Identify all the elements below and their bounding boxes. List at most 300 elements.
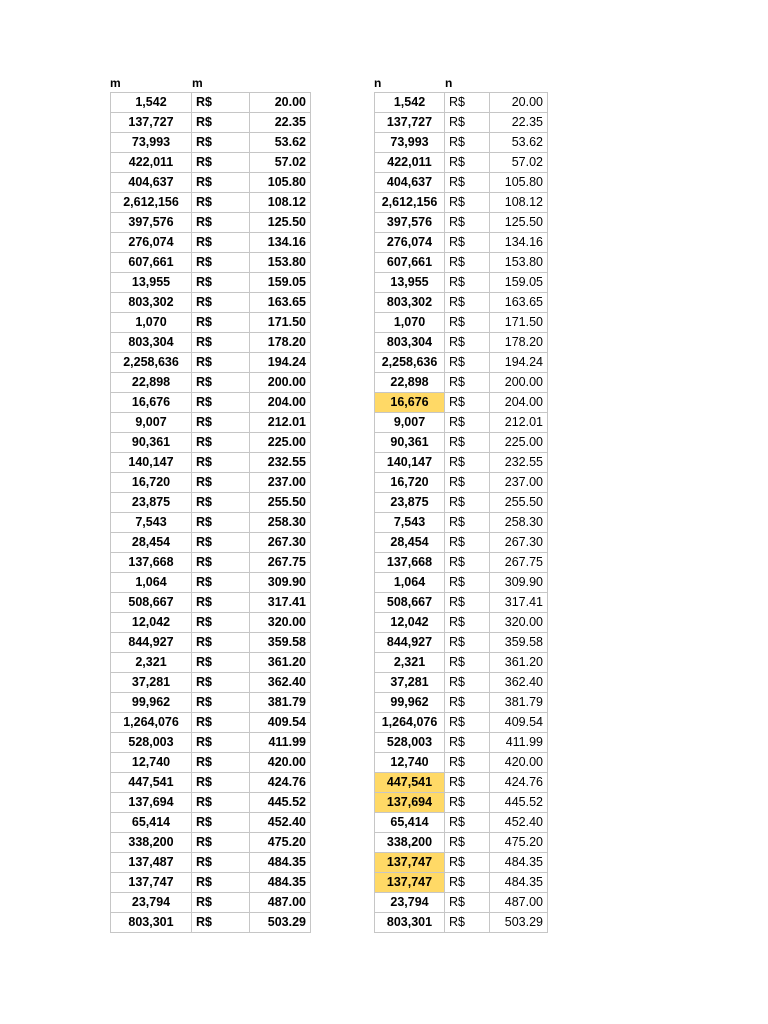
id-cell[interactable]: 23,875 [375, 493, 445, 513]
id-cell[interactable]: 2,612,156 [111, 193, 192, 213]
amount-cell[interactable]: 20.00 [250, 93, 311, 113]
currency-cell[interactable]: R$ [445, 773, 490, 793]
amount-cell[interactable]: 125.50 [490, 213, 548, 233]
currency-cell[interactable]: R$ [192, 633, 250, 653]
amount-cell[interactable]: 53.62 [250, 133, 311, 153]
table-row [111, 293, 311, 313]
currency-cell[interactable]: R$ [192, 233, 250, 253]
currency-cell[interactable]: R$ [445, 273, 490, 293]
header-id: n [374, 76, 382, 90]
id-cell[interactable]: 397,576 [375, 213, 445, 233]
currency-cell[interactable]: R$ [192, 393, 250, 413]
column-headers [374, 74, 548, 92]
table-row [111, 593, 311, 613]
table-row [111, 433, 311, 453]
id-cell[interactable]: 99,962 [375, 693, 445, 713]
id-cell[interactable]: 1,542 [375, 93, 445, 113]
amount-cell[interactable]: 134.16 [490, 233, 548, 253]
table-row [111, 153, 311, 173]
amount-cell[interactable]: 424.76 [250, 773, 311, 793]
currency-cell[interactable]: R$ [192, 613, 250, 633]
amount-cell[interactable]: 237.00 [250, 473, 311, 493]
table-row [111, 113, 311, 133]
currency-cell[interactable]: R$ [445, 413, 490, 433]
id-cell[interactable]: 137,668 [111, 553, 192, 573]
currency-cell[interactable]: R$ [192, 313, 250, 333]
id-cell[interactable]: 65,414 [375, 813, 445, 833]
id-cell[interactable]: 137,694 [375, 793, 445, 813]
id-cell[interactable]: 140,147 [375, 453, 445, 473]
currency-cell[interactable]: R$ [192, 493, 250, 513]
id-cell[interactable]: 140,147 [111, 453, 192, 473]
id-cell[interactable]: 137,487 [111, 853, 192, 873]
currency-cell[interactable]: R$ [192, 813, 250, 833]
currency-cell[interactable]: R$ [445, 753, 490, 773]
table-row [111, 473, 311, 493]
table-row [111, 213, 311, 233]
currency-cell[interactable]: R$ [445, 193, 490, 213]
amount-cell[interactable]: 237.00 [490, 473, 548, 493]
currency-cell[interactable]: R$ [192, 153, 250, 173]
table-row [111, 833, 311, 853]
id-cell[interactable]: 90,361 [111, 433, 192, 453]
column-headers [110, 74, 311, 92]
currency-cell[interactable]: R$ [445, 333, 490, 353]
table-row [111, 373, 311, 393]
table-m [110, 92, 311, 933]
currency-cell[interactable]: R$ [192, 913, 250, 933]
currency-cell[interactable]: R$ [192, 353, 250, 373]
id-cell[interactable]: 422,011 [375, 153, 445, 173]
currency-cell[interactable]: R$ [445, 293, 490, 313]
id-cell[interactable]: 137,694 [111, 793, 192, 813]
currency-cell[interactable]: R$ [445, 373, 490, 393]
amount-cell[interactable]: 317.41 [490, 593, 548, 613]
amount-cell[interactable]: 452.40 [250, 813, 311, 833]
amount-cell[interactable]: 424.76 [490, 773, 548, 793]
currency-cell[interactable]: R$ [192, 793, 250, 813]
id-cell[interactable]: 1,070 [111, 313, 192, 333]
id-cell[interactable]: 137,747 [375, 873, 445, 893]
id-cell[interactable]: 2,258,636 [111, 353, 192, 373]
id-cell[interactable]: 16,720 [375, 473, 445, 493]
id-cell[interactable]: 1,064 [111, 573, 192, 593]
currency-cell[interactable]: R$ [192, 533, 250, 553]
id-cell[interactable]: 137,747 [111, 873, 192, 893]
amount-cell[interactable]: 484.35 [250, 853, 311, 873]
currency-cell[interactable]: R$ [192, 213, 250, 233]
id-cell[interactable]: 65,414 [111, 813, 192, 833]
currency-cell[interactable]: R$ [192, 553, 250, 573]
amount-cell[interactable]: 452.40 [490, 813, 548, 833]
currency-cell[interactable]: R$ [445, 793, 490, 813]
amount-cell[interactable]: 320.00 [250, 613, 311, 633]
currency-cell[interactable]: R$ [445, 593, 490, 613]
id-cell[interactable]: 803,304 [375, 333, 445, 353]
currency-cell[interactable]: R$ [445, 813, 490, 833]
amount-cell[interactable]: 409.54 [250, 713, 311, 733]
currency-cell[interactable]: R$ [192, 653, 250, 673]
id-cell[interactable]: 276,074 [111, 233, 192, 253]
amount-cell[interactable]: 309.90 [250, 573, 311, 593]
amount-cell[interactable]: 503.29 [250, 913, 311, 933]
id-cell[interactable]: 16,676 [111, 393, 192, 413]
amount-cell[interactable]: 411.99 [250, 733, 311, 753]
table-row [375, 613, 548, 633]
currency-cell[interactable]: R$ [445, 653, 490, 673]
table-row [111, 713, 311, 733]
amount-cell[interactable]: 200.00 [490, 373, 548, 393]
currency-cell[interactable]: R$ [192, 773, 250, 793]
id-cell[interactable]: 276,074 [375, 233, 445, 253]
currency-cell[interactable]: R$ [192, 133, 250, 153]
amount-cell[interactable]: 57.02 [250, 153, 311, 173]
currency-cell[interactable]: R$ [445, 893, 490, 913]
id-cell[interactable]: 528,003 [375, 733, 445, 753]
currency-cell[interactable]: R$ [192, 293, 250, 313]
table-row [375, 793, 548, 813]
table-row [375, 573, 548, 593]
currency-cell[interactable]: R$ [192, 713, 250, 733]
currency-cell[interactable]: R$ [445, 433, 490, 453]
currency-cell[interactable]: R$ [445, 553, 490, 573]
id-cell[interactable]: 12,740 [375, 753, 445, 773]
amount-cell[interactable]: 258.30 [490, 513, 548, 533]
table-row [111, 233, 311, 253]
id-cell[interactable]: 422,011 [111, 153, 192, 173]
amount-cell[interactable]: 267.30 [490, 533, 548, 553]
currency-cell[interactable]: R$ [445, 913, 490, 933]
currency-cell[interactable]: R$ [445, 473, 490, 493]
amount-cell[interactable]: 487.00 [250, 893, 311, 913]
amount-cell[interactable]: 267.30 [250, 533, 311, 553]
amount-cell[interactable]: 163.65 [250, 293, 311, 313]
currency-cell[interactable]: R$ [445, 253, 490, 273]
id-cell[interactable]: 23,794 [111, 893, 192, 913]
id-cell[interactable]: 22,898 [111, 373, 192, 393]
amount-cell[interactable]: 445.52 [490, 793, 548, 813]
amount-cell[interactable]: 108.12 [250, 193, 311, 213]
amount-cell[interactable]: 105.80 [250, 173, 311, 193]
amount-cell[interactable]: 159.05 [490, 273, 548, 293]
amount-cell[interactable]: 232.55 [250, 453, 311, 473]
currency-cell[interactable]: R$ [192, 753, 250, 773]
table-row [375, 93, 548, 113]
table-row [375, 173, 548, 193]
table-row [375, 113, 548, 133]
table-row [111, 173, 311, 193]
id-cell[interactable]: 404,637 [375, 173, 445, 193]
currency-cell[interactable]: R$ [445, 213, 490, 233]
currency-cell[interactable]: R$ [445, 173, 490, 193]
amount-cell[interactable]: 171.50 [250, 313, 311, 333]
amount-cell[interactable]: 163.65 [490, 293, 548, 313]
table-row [375, 193, 548, 213]
id-cell[interactable]: 90,361 [375, 433, 445, 453]
currency-cell[interactable]: R$ [445, 313, 490, 333]
currency-cell[interactable]: R$ [445, 673, 490, 693]
amount-cell[interactable]: 320.00 [490, 613, 548, 633]
currency-cell[interactable]: R$ [192, 433, 250, 453]
currency-cell[interactable]: R$ [445, 393, 490, 413]
currency-cell[interactable]: R$ [445, 493, 490, 513]
id-cell[interactable]: 99,962 [111, 693, 192, 713]
table-row [111, 253, 311, 273]
amount-cell[interactable]: 204.00 [490, 393, 548, 413]
currency-cell[interactable]: R$ [445, 353, 490, 373]
amount-cell[interactable]: 484.35 [250, 873, 311, 893]
id-cell[interactable]: 2,612,156 [375, 193, 445, 213]
currency-cell[interactable]: R$ [192, 453, 250, 473]
id-cell[interactable]: 803,302 [375, 293, 445, 313]
currency-cell[interactable]: R$ [192, 473, 250, 493]
id-cell[interactable]: 28,454 [375, 533, 445, 553]
table-row [375, 473, 548, 493]
currency-cell[interactable]: R$ [445, 453, 490, 473]
id-cell[interactable]: 23,794 [375, 893, 445, 913]
currency-cell[interactable]: R$ [192, 673, 250, 693]
amount-cell[interactable]: 178.20 [250, 333, 311, 353]
amount-cell[interactable]: 159.05 [250, 273, 311, 293]
table-row [375, 673, 548, 693]
currency-cell[interactable]: R$ [192, 253, 250, 273]
currency-cell[interactable]: R$ [192, 833, 250, 853]
id-cell[interactable]: 607,661 [375, 253, 445, 273]
currency-cell[interactable]: R$ [445, 873, 490, 893]
id-cell[interactable]: 23,875 [111, 493, 192, 513]
id-cell[interactable]: 9,007 [375, 413, 445, 433]
amount-cell[interactable]: 20.00 [490, 93, 548, 113]
id-cell[interactable]: 1,070 [375, 313, 445, 333]
table-row [111, 873, 311, 893]
currency-cell[interactable]: R$ [445, 693, 490, 713]
id-cell[interactable]: 2,321 [111, 653, 192, 673]
amount-cell[interactable]: 411.99 [490, 733, 548, 753]
id-cell[interactable]: 1,264,076 [375, 713, 445, 733]
currency-cell[interactable]: R$ [445, 853, 490, 873]
id-cell[interactable]: 508,667 [375, 593, 445, 613]
amount-cell[interactable]: 134.16 [250, 233, 311, 253]
currency-cell[interactable]: R$ [445, 733, 490, 753]
amount-cell[interactable]: 108.12 [490, 193, 548, 213]
table-row [375, 853, 548, 873]
currency-cell[interactable]: R$ [192, 113, 250, 133]
id-cell[interactable]: 1,264,076 [111, 713, 192, 733]
id-cell[interactable]: 137,727 [111, 113, 192, 133]
amount-cell[interactable]: 409.54 [490, 713, 548, 733]
amount-cell[interactable]: 420.00 [250, 753, 311, 773]
table-row [375, 413, 548, 433]
id-cell[interactable]: 844,927 [111, 633, 192, 653]
amount-cell[interactable]: 225.00 [250, 433, 311, 453]
id-cell[interactable]: 7,543 [375, 513, 445, 533]
table-row [375, 433, 548, 453]
id-cell[interactable]: 137,668 [375, 553, 445, 573]
id-cell[interactable]: 137,747 [375, 853, 445, 873]
id-cell[interactable]: 447,541 [111, 773, 192, 793]
table-row [111, 493, 311, 513]
id-cell[interactable]: 447,541 [375, 773, 445, 793]
amount-cell[interactable]: 267.75 [490, 553, 548, 573]
currency-cell[interactable]: R$ [192, 93, 250, 113]
amount-cell[interactable]: 125.50 [250, 213, 311, 233]
amount-cell[interactable]: 487.00 [490, 893, 548, 913]
id-cell[interactable]: 16,720 [111, 473, 192, 493]
amount-cell[interactable]: 22.35 [250, 113, 311, 133]
currency-cell[interactable]: R$ [192, 573, 250, 593]
id-cell[interactable]: 803,301 [111, 913, 192, 933]
id-cell[interactable]: 16,676 [375, 393, 445, 413]
currency-cell[interactable]: R$ [192, 173, 250, 193]
id-cell[interactable]: 137,727 [375, 113, 445, 133]
currency-cell[interactable]: R$ [445, 133, 490, 153]
id-cell[interactable]: 73,993 [375, 133, 445, 153]
amount-cell[interactable]: 420.00 [490, 753, 548, 773]
currency-cell[interactable]: R$ [445, 713, 490, 733]
table-row [375, 273, 548, 293]
currency-cell[interactable]: R$ [192, 413, 250, 433]
amount-cell[interactable]: 194.24 [490, 353, 548, 373]
table-row [375, 493, 548, 513]
currency-cell[interactable]: R$ [445, 833, 490, 853]
id-cell[interactable]: 13,955 [111, 273, 192, 293]
id-cell[interactable]: 607,661 [111, 253, 192, 273]
amount-cell[interactable]: 105.80 [490, 173, 548, 193]
amount-cell[interactable]: 22.35 [490, 113, 548, 133]
currency-cell[interactable]: R$ [192, 333, 250, 353]
currency-cell[interactable]: R$ [445, 513, 490, 533]
currency-cell[interactable]: R$ [192, 513, 250, 533]
currency-cell[interactable]: R$ [192, 593, 250, 613]
table-row [375, 593, 548, 613]
id-cell[interactable]: 1,064 [375, 573, 445, 593]
id-cell[interactable]: 12,042 [375, 613, 445, 633]
id-cell[interactable]: 803,304 [111, 333, 192, 353]
amount-cell[interactable]: 212.01 [490, 413, 548, 433]
amount-cell[interactable]: 178.20 [490, 333, 548, 353]
amount-cell[interactable]: 361.20 [250, 653, 311, 673]
currency-cell[interactable]: R$ [445, 93, 490, 113]
amount-cell[interactable]: 171.50 [490, 313, 548, 333]
id-cell[interactable]: 12,740 [111, 753, 192, 773]
amount-cell[interactable]: 232.55 [490, 453, 548, 473]
amount-cell[interactable]: 200.00 [250, 373, 311, 393]
amount-cell[interactable]: 475.20 [490, 833, 548, 853]
amount-cell[interactable]: 212.01 [250, 413, 311, 433]
id-cell[interactable]: 803,302 [111, 293, 192, 313]
amount-cell[interactable]: 503.29 [490, 913, 548, 933]
currency-cell[interactable]: R$ [445, 573, 490, 593]
id-cell[interactable]: 73,993 [111, 133, 192, 153]
amount-cell[interactable]: 53.62 [490, 133, 548, 153]
currency-cell[interactable]: R$ [192, 273, 250, 293]
amount-cell[interactable]: 362.40 [250, 673, 311, 693]
id-cell[interactable]: 2,258,636 [375, 353, 445, 373]
id-cell[interactable]: 338,200 [375, 833, 445, 853]
id-cell[interactable]: 803,301 [375, 913, 445, 933]
currency-cell[interactable]: R$ [192, 893, 250, 913]
table-row [111, 393, 311, 413]
header-id: m [110, 76, 121, 90]
currency-cell[interactable]: R$ [445, 113, 490, 133]
amount-cell[interactable]: 225.00 [490, 433, 548, 453]
id-cell[interactable]: 844,927 [375, 633, 445, 653]
id-cell[interactable]: 22,898 [375, 373, 445, 393]
currency-cell[interactable]: R$ [445, 633, 490, 653]
sheet-n [374, 74, 548, 933]
currency-cell[interactable]: R$ [192, 733, 250, 753]
id-cell[interactable]: 9,007 [111, 413, 192, 433]
table-n [374, 92, 548, 933]
currency-cell[interactable]: R$ [445, 153, 490, 173]
amount-cell[interactable]: 204.00 [250, 393, 311, 413]
amount-cell[interactable]: 361.20 [490, 653, 548, 673]
id-cell[interactable]: 1,542 [111, 93, 192, 113]
table-row [375, 313, 548, 333]
id-cell[interactable]: 397,576 [111, 213, 192, 233]
amount-cell[interactable]: 359.58 [490, 633, 548, 653]
table-row [375, 353, 548, 373]
table-row [375, 373, 548, 393]
id-cell[interactable]: 338,200 [111, 833, 192, 853]
id-cell[interactable]: 508,667 [111, 593, 192, 613]
currency-cell[interactable]: R$ [192, 853, 250, 873]
amount-cell[interactable]: 484.35 [490, 853, 548, 873]
amount-cell[interactable]: 317.41 [250, 593, 311, 613]
amount-cell[interactable]: 445.52 [250, 793, 311, 813]
id-cell[interactable]: 404,637 [111, 173, 192, 193]
table-row [111, 513, 311, 533]
currency-cell[interactable]: R$ [445, 233, 490, 253]
amount-cell[interactable]: 359.58 [250, 633, 311, 653]
header-value: m [192, 76, 203, 90]
currency-cell[interactable]: R$ [192, 373, 250, 393]
table-row [111, 633, 311, 653]
amount-cell[interactable]: 309.90 [490, 573, 548, 593]
id-cell[interactable]: 13,955 [375, 273, 445, 293]
currency-cell[interactable]: R$ [445, 533, 490, 553]
id-cell[interactable]: 37,281 [375, 673, 445, 693]
table-row [111, 653, 311, 673]
amount-cell[interactable]: 362.40 [490, 673, 548, 693]
id-cell[interactable]: 2,321 [375, 653, 445, 673]
currency-cell[interactable]: R$ [192, 693, 250, 713]
amount-cell[interactable]: 381.79 [490, 693, 548, 713]
currency-cell[interactable]: R$ [192, 193, 250, 213]
id-cell[interactable]: 528,003 [111, 733, 192, 753]
currency-cell[interactable]: R$ [192, 873, 250, 893]
amount-cell[interactable]: 255.50 [250, 493, 311, 513]
amount-cell[interactable]: 484.35 [490, 873, 548, 893]
amount-cell[interactable]: 153.80 [250, 253, 311, 273]
amount-cell[interactable]: 255.50 [490, 493, 548, 513]
amount-cell[interactable]: 381.79 [250, 693, 311, 713]
amount-cell[interactable]: 475.20 [250, 833, 311, 853]
amount-cell[interactable]: 258.30 [250, 513, 311, 533]
currency-cell[interactable]: R$ [445, 613, 490, 633]
table-row [375, 653, 548, 673]
id-cell[interactable]: 12,042 [111, 613, 192, 633]
table-row [375, 333, 548, 353]
amount-cell[interactable]: 57.02 [490, 153, 548, 173]
table-row [375, 693, 548, 713]
amount-cell[interactable]: 153.80 [490, 253, 548, 273]
id-cell[interactable]: 7,543 [111, 513, 192, 533]
id-cell[interactable]: 37,281 [111, 673, 192, 693]
amount-cell[interactable]: 267.75 [250, 553, 311, 573]
id-cell[interactable]: 28,454 [111, 533, 192, 553]
amount-cell[interactable]: 194.24 [250, 353, 311, 373]
